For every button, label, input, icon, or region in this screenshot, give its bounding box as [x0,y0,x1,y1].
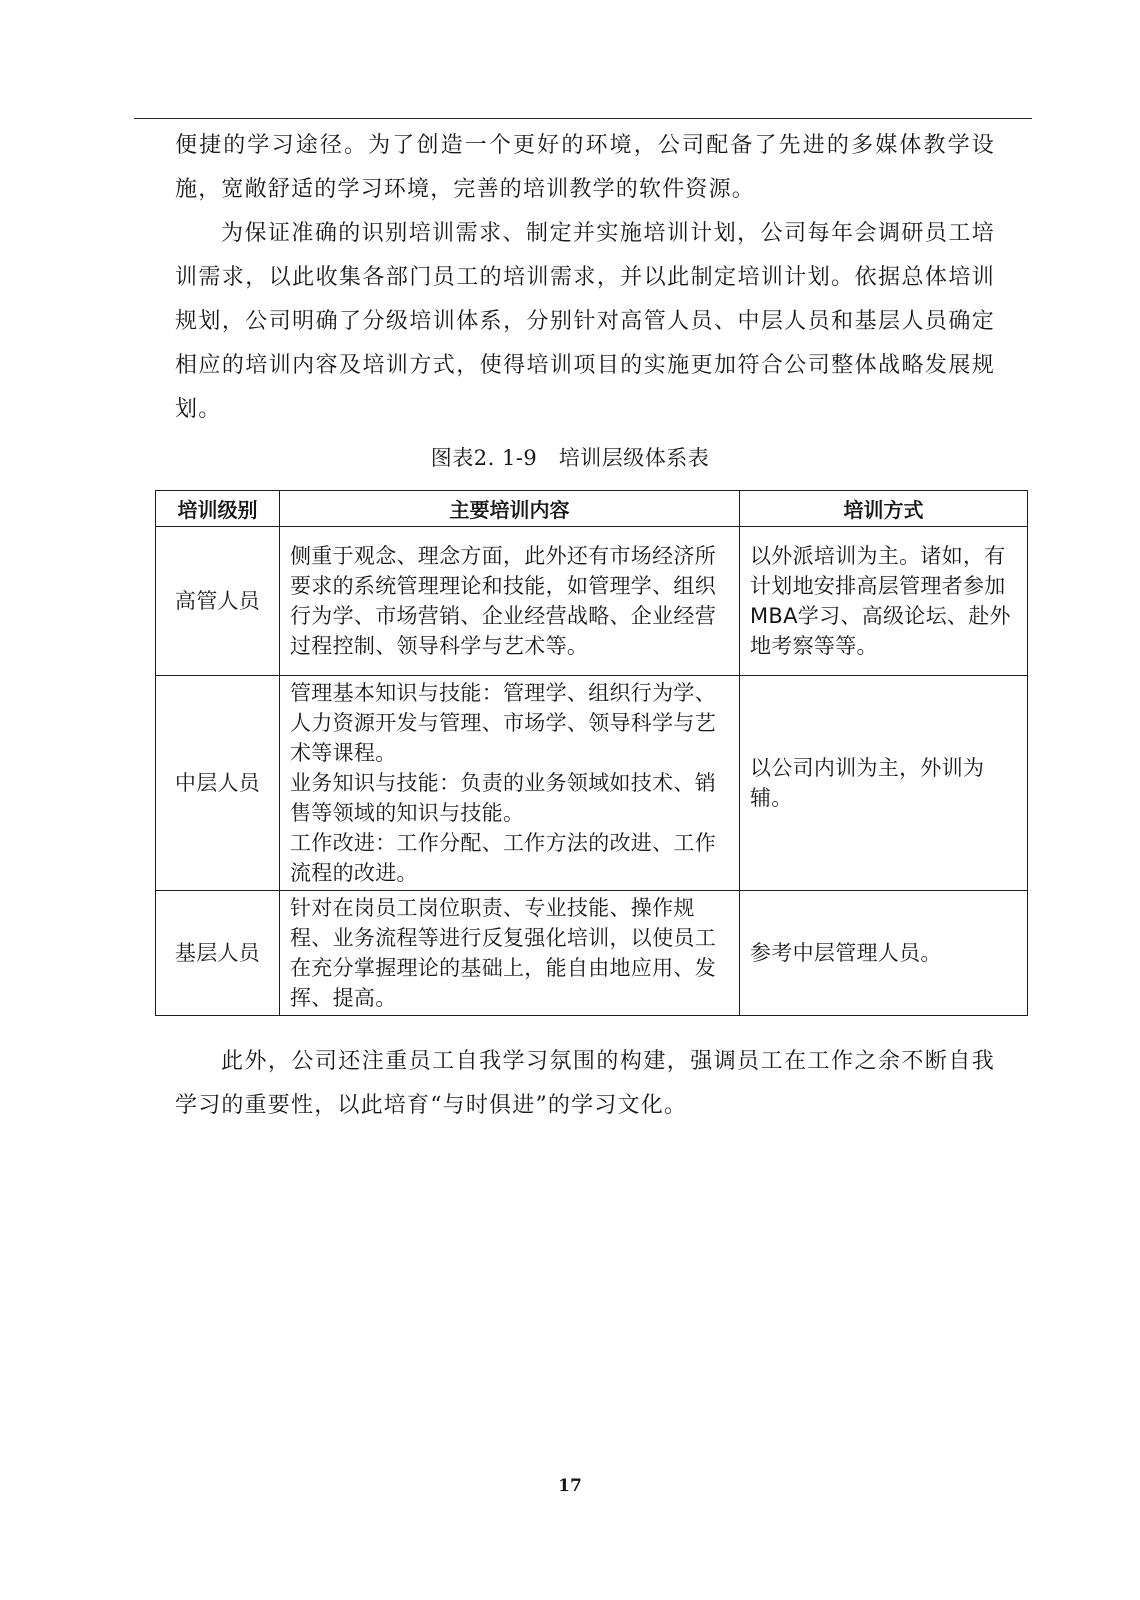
content-line: 工作改进：工作分配、工作方法的改进、工作流程的改进。 [290,831,716,885]
header-training-level: 培训级别 [156,491,280,527]
table-row [156,527,1028,676]
header-main-content: 主要培训内容 [280,491,740,527]
level-cell: 中层人员 [156,676,280,891]
table-caption: 图表2. 1-9 培训层级体系表 [430,446,710,470]
content-line: 业务知识与技能：负责的业务领域如技术、销售等领域的知识与技能。 [290,771,716,825]
header-training-method: 培训方式 [740,491,1028,527]
paragraph-facilities: 便捷的学习途径。为了创造一个更好的环境，公司配备了先进的多媒体教学设施，宽敞舒适的学习环境，完善的培训教学的软件资源。 [175,133,995,202]
table-row [156,676,1028,891]
training-level-table [155,490,1028,1016]
content-cell [280,891,740,1016]
method-cell: 以公司内训为主，外训为辅。 [740,676,1028,891]
header-rule [134,118,1032,119]
content-line: 管理基本知识与技能：管理学、组织行为学、人力资源开发与管理、市场学、领导科学与艺术等课程。 [290,681,716,765]
content-cell [280,676,740,891]
paragraph-learning-culture: 此外，公司还注重员工自我学习氛围的构建，强调员工在工作之余不断自我学习的重要性，以此培育“与时俱进”的学习文化。 [175,1049,995,1118]
method-cell: 参考中层管理人员。 [740,891,1028,1016]
level-cell: 高管人员 [156,527,280,676]
content-line: 侧重于观念、理念方面，此外还有市场经济所要求的系统管理理论和技能，如管理学、组织行为学、市场营销、企业经营战略、企业经营过程控制、领导科学与艺术等。 [290,544,716,658]
level-cell: 基层人员 [156,891,280,1016]
content-line: 针对在岗员工岗位职责、专业技能、操作规程、业务流程等进行反复强化培训，以使员工在充分掌握理论的基础上，能自由地应用、发挥、提高。 [290,896,716,1010]
table-row [156,891,1028,1016]
table-header-row [156,491,1028,527]
method-cell: 以外派培训为主。诸如，有计划地安排高层管理者参加MBA学习、高级论坛、赴外地考察等等。 [740,527,1028,676]
content-cell [280,527,740,676]
page-number: 17 [558,1476,582,1496]
paragraph-training-needs: 为保证准确的识别培训需求、制定并实施培训计划，公司每年会调研员工培训需求，以此收集各部门员工的培训需求，并以此制定培训计划。依据总体培训规划，公司明确了分级培训体系，分别针对高管人员、中层人员和基层人员确定相应的培训内容及培训方式，使得培训项目的实施更加符合公司整体战略发展规划。 [175,221,995,422]
